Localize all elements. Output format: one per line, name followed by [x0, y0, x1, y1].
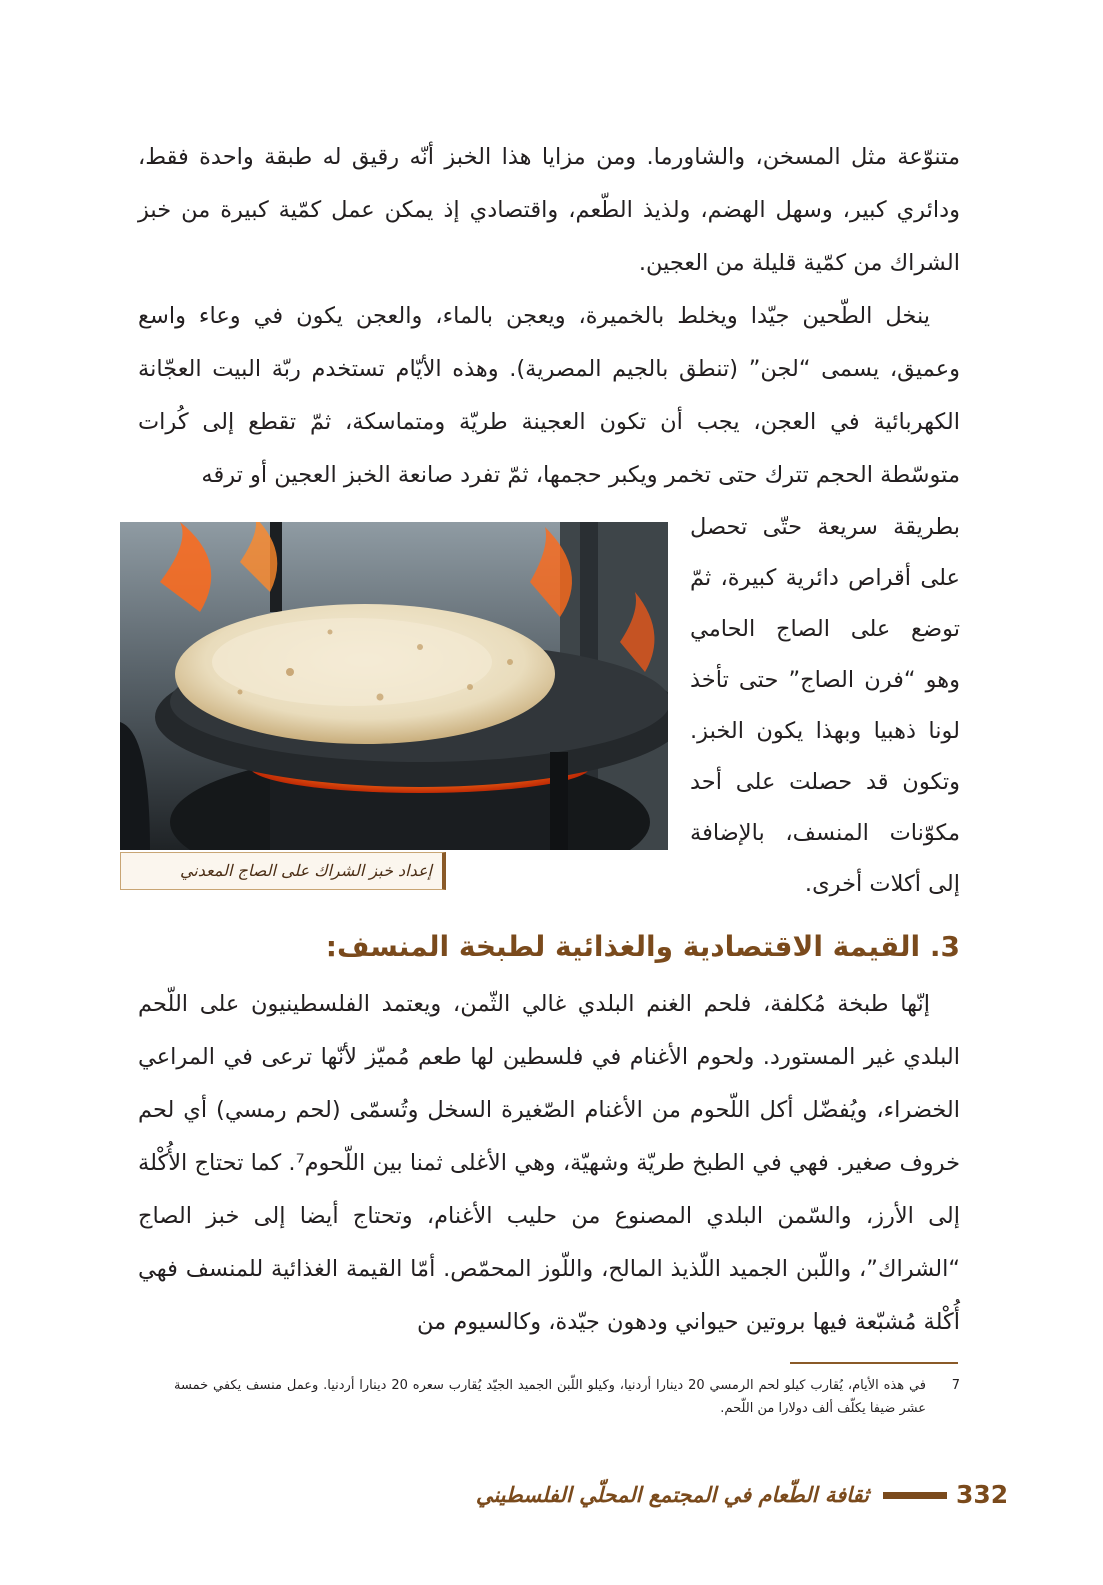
footnote [160, 1374, 960, 1420]
footnote-divider [790, 1362, 958, 1364]
footnote-number: 7 [951, 1378, 960, 1393]
body-paragraph-3: إنّها طبخة مُكلفة، فلحم الغنم البلدي غالي الثّمن، ويعتمد الفلسطينيون على اللّحم البلدي غير المستورد. ولحوم الأغنام في فلسطين لها طعم مُميّز لأنّها ترعى في المراعي الخضراء، ويُفضّل أكل اللّحوم من الأغنام الصّغيرة السخل وتُسمّى (لحم رمسي) أي لحم خروف صغير. فهي في الطبخ طريّة وشهيّة، وهي الأغلى ثمنا بين اللّحوم⁷. كما تحتاج الأُكْلة إلى الأرز، والسّمن البلدي المصنوع من حليب الأغنام، وتحتاج أيضا إلى خبز الصاج “الشراك”، واللّبن الجميد اللّذيذ المالح، واللّوز المحمّص. أمّا القيمة الغذائية للمنسف فهي أُكْلة مُشبّعة فيها بروتين حيواني ودهون جيّدة، وكالسيوم من [138, 991, 960, 1335]
page-footer [470, 1473, 1010, 1517]
saj-bread-photo [120, 522, 668, 850]
footnote-text: في هذه الأيام، يُقارب كيلو لحم الرمسي 20 دينارا أردنيا، وكيلو اللّبن الجميد الجيّد يُقارب سعره 20 دينارا أردنيا. وعمل منسف يكفي خمسة عشر ضيفا يكلّف ألف دولارا من اللّحم. [174, 1378, 927, 1416]
running-title: ثقافة الطّعام في المجتمع المحلّي الفلسطيني [475, 1482, 869, 1507]
section-heading: 3. القيمة الاقتصادية والغذائية لطبخة المنسف: [325, 930, 960, 963]
footer-divider-bar [883, 1492, 947, 1499]
body-paragraph-2-continued: بطريقة سريعة حتّى تحصل على أقراص دائرية كبيرة، ثمّ توضع على الصاج الحامي وهو “فرن الصاج” حتى تأخذ لونا ذهبيا وبهذا يكون الخبز. وتكون قد حصلت على أحد مكوّنات المنسف، بالإضافة إلى أكلات أخرى. [690, 514, 960, 897]
body-paragraph-1: متنوّعة مثل المسخن، والشاورما. ومن مزايا هذا الخبز أنّه رقيق له طبقة واحدة فقط، ودائري كبير، وسهل الهضم، ولذيذ الطّعم، واقتصادي إذ يمكن عمل كمّية كبيرة من خبز الشراك من كمّية قليلة من العجين. [138, 144, 960, 276]
figure-caption: إعداد خبز الشراك على الصاج المعدني [120, 852, 446, 890]
page-number: 332 [956, 1480, 1009, 1509]
body-paragraph-2: ينخل الطّحين جيّدا ويخلط بالخميرة، ويعجن بالماء، والعجن يكون في وعاء واسع وعميق، يسمى “لجن” (تنطق بالجيم المصرية). وهذه الأيّام تستخدم ربّة البيت العجّانة الكهربائية في العجن، يجب أن تكون العجينة طريّة ومتماسكة، ثمّ تقطع إلى كُرات متوسّطة الحجم تترك حتى تخمر ويكبر حجمها، ثمّ تفرد صانعة الخبز العجين أو ترقه [138, 303, 960, 488]
